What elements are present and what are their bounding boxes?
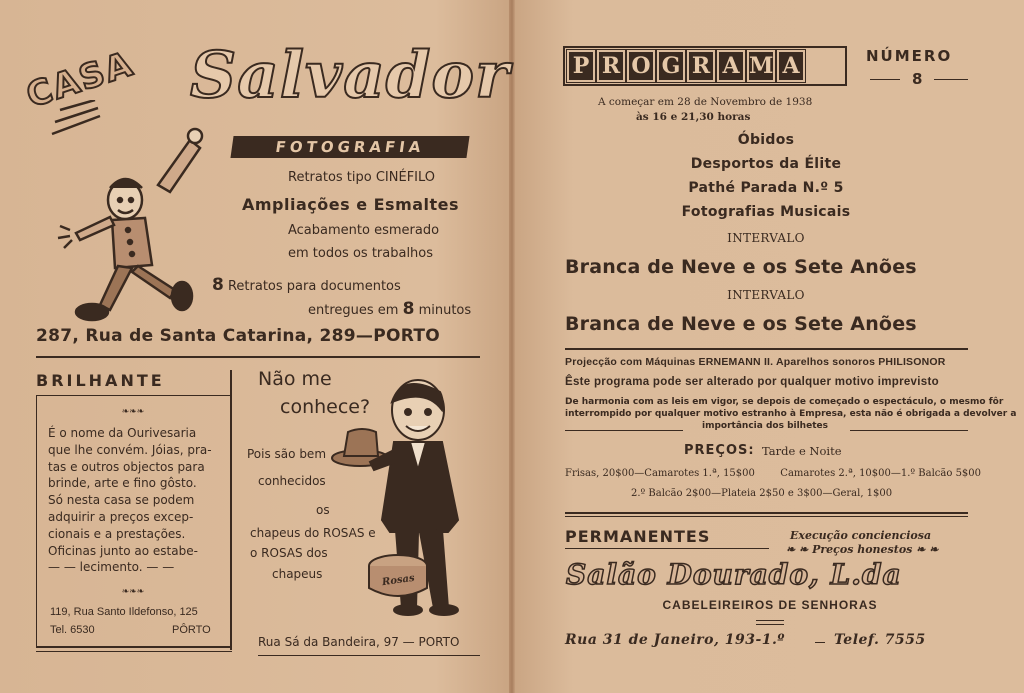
divider [36,395,232,396]
brilhante-border-left [36,395,37,647]
programa-letter: R [596,49,626,83]
divider [565,430,683,431]
salvador-line-5-text: Retratos para documentos [227,279,401,294]
film-title-2: Branca de Neve e os Sete Anões [565,313,917,335]
divider [565,548,769,549]
divider [756,624,784,625]
salvador-line-3: Acabamento esmerado [288,223,440,238]
rosas-headline-2: conhece? [280,396,371,418]
brilhante-tel: Tel. 6530 [50,624,95,636]
divider [36,646,232,648]
rosas-address: Rua Sá da Bandeira, 97 — PORTO [258,635,460,649]
rosas-line-5: o ROSAS dos [250,546,328,560]
salao-tag-1: Execução concienciosa [790,529,932,542]
brilhante-city: PÔRTO [172,624,211,636]
rosas-line-6: chapeus [272,567,323,581]
rosas-line-2: conhecidos [258,474,326,488]
intervalo-1: INTERVALO [727,231,805,245]
brilhante-line: brinde, arte e fino gôsto. [48,476,197,491]
programa-letter: O [626,49,656,83]
salao-tag-2: ❧ ❧ Preços honestos ❧ ❧ [786,543,939,556]
divider [565,512,968,514]
price-line-1: Frisas, 20$00—Camarotes 1.ª, 15$00 Camarotes 2.ª, 10$00—1.º Balcão 5$00 [565,468,982,479]
divider [815,642,825,643]
salvador-line-5-number: 8 [212,275,224,295]
price-line-2: 2.º Balcão 2$00—Plateia 2$50 e 3$00—Geral, 1$00 [631,488,893,499]
divider [565,516,968,517]
programa-letter: P [566,49,596,83]
brilhante-line: cionais e a prestações. [48,526,186,541]
salvador-line-4: em todos os trabalhos [288,246,434,261]
law-note-2: interrompido por qualquer motivo estranho à Empresa, esta não é obrigada a devolver a [565,409,1017,419]
salao-address: Rua 31 de Janeiro, 193-1.º [565,632,785,648]
salvador-logo-text: Salvador [190,38,510,113]
rosas-line-3: os [316,503,330,517]
brilhante-address: 119, Rua Santo Ildefonso, 125 [50,606,198,618]
hat-box-label: Rosas [381,572,416,589]
start-date: A começar em 28 de Novembro de 1938 [598,96,813,108]
film-title-1: Branca de Neve e os Sete Anões [565,256,917,278]
casa-logo-text: CASA [21,43,139,116]
rosas-line-1: Pois são bem [247,447,327,461]
brilhante-line: tas e outros objectos para [48,459,205,474]
program-item: Fotografias Musicais [681,204,851,220]
intervalo-2: INTERVALO [727,288,805,302]
law-note-1: De harmonia com as leis em vigor, se depois de começado o espectáculo, o mesmo fôr [565,397,1004,407]
programa-letter: G [656,49,686,83]
divider [870,79,900,80]
salvador-line-6 [308,299,471,319]
brilhante-line: É o nome da Ourivesaria [48,426,197,440]
brilhante-ornament-2: ❧❧❧ [121,587,145,597]
program-item: Óbidos [737,132,795,148]
bellboy-illustration [40,100,210,330]
brilhante-line: que lhe convém. Jóias, pra- [48,442,212,457]
brilhante-body [48,425,226,576]
precos-sub: Tarde e Noite [762,444,842,458]
alter-note: Êste programa pode ser alterado por qualquer motivo imprevisto [565,376,939,388]
salvador-address: 287, Rua de Santa Catarina, 289—PORTO [36,326,440,346]
brilhante-ornament: ❧❧❧ [121,407,145,417]
rosas-headline-1: Não me [258,368,332,390]
brilhante-line: adquirir a preços excep- [48,509,194,524]
numero-label: NÚMERO [866,47,953,65]
projection-note: Projecção com Máquinas ERNEMANN II. Aparelhos sonoros PHILISONOR [565,356,946,368]
permanentes-title: PERMANENTES [565,527,711,546]
brilhante-title: BRILHANTE [36,371,165,390]
divider [565,348,968,350]
divider [934,79,968,80]
salvador-line-6-pre: entregues em [308,303,399,318]
salvador-line-5 [212,275,401,295]
salvador-line-6-number: 8 [402,299,415,319]
numero-value: 8 [912,70,923,88]
divider [258,655,480,656]
salao-sub: CABELEIREIROS DE SENHORAS [662,598,878,612]
start-time: às 16 e 21,30 horas [636,111,751,123]
brilhante-line: Só nesta casa se podem [48,493,195,508]
programa-title [566,49,806,83]
divider [36,651,232,652]
programa-letter: A [776,49,806,83]
salao-tel: Telef. 7555 [834,632,926,648]
divider [756,620,784,621]
salvador-line-2: Ampliações e Esmaltes [242,195,460,214]
precos-label: PREÇOS: [684,443,755,458]
salvador-line-6-post: minutos [418,303,472,318]
law-note-3: importância dos bilhetes [702,421,828,431]
programa-letter: A [716,49,746,83]
brilhante-border-right [230,370,232,650]
program-item: Pathé Parada N.º 5 [688,180,844,196]
divider [36,356,480,358]
divider [850,430,968,431]
program-item: Desportos da Élite [690,156,842,172]
brilhante-line: Oficinas junto ao estabe- [48,543,198,558]
programa-letter: R [686,49,716,83]
salao-name: Salão Dourado, L.da [566,558,902,591]
salvador-line-1: Retratos tipo CINÉFILO [288,170,436,185]
rosas-line-4: chapeus do ROSAS e [250,526,376,540]
brilhante-line: — — lecimento. — — [48,560,175,575]
fotografia-banner: FOTOGRAFIA [230,136,469,158]
programa-letter: M [746,49,776,83]
